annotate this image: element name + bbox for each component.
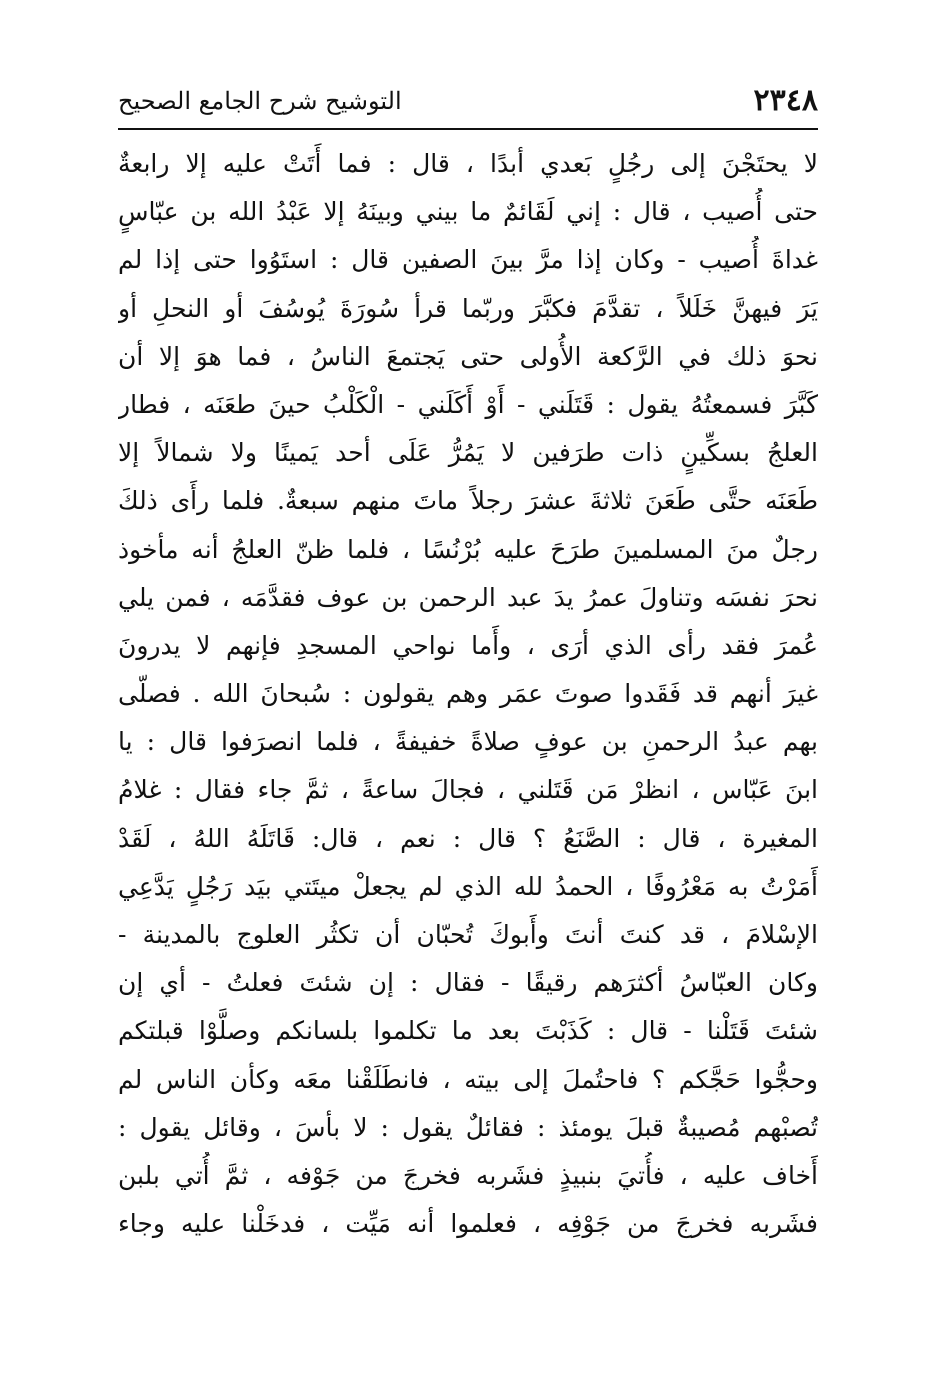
text-line: العلجُ بسكِّينٍ ذات طرَفين لا يَمُرُّ عَلَى أحد يَمينًا ولا شمالاً إلا: [118, 438, 818, 468]
text-line: وحجُّوا حَجَّكم ؟ فاحتُملَ إلى بيته ، فانطَلَقْنا معَه وكأن الناس لم: [118, 1064, 818, 1094]
text-line: غداةَ أُصيب - وكان إذا مرَّ بينَ الصفين قال : استَوُوا حتى إذا لم: [118, 245, 818, 275]
header-divider: [118, 128, 818, 130]
text-line: بهم عبدُ الرحمنِ بن عوفٍ صلاةً خفيفةً ، فلما انصرَفوا قال : يا: [118, 727, 818, 757]
text-line: أَمَرْتُ به مَعْرُوفًا ، الحمدُ لله الذي لم يجعلْ ميتَتي بيَد رَجُلٍ يَدَّعِي: [118, 871, 818, 901]
text-line: شئتَ قَتَلْنا - قال : كَذَبْتَ بعد ما تكلموا بلسانكم وصلَّوْا قبلتكم: [118, 1016, 818, 1046]
page-number: ٢٣٤٨: [753, 83, 818, 118]
text-line: كَبَّرَ فسمعتُهُ يقول : قَتَلَني - أَوْ أَكَلَني - الْكَلْبُ حينَ طعَنَه ، فطار: [118, 389, 818, 419]
running-title: التوشيح شرح الجامع الصحيح: [118, 87, 402, 115]
text-line: حتى أُصيب ، قال : إني لَقَائمٌ ما بيني وبينَهُ إلا عَبْدُ الله بن عبّاسٍ: [118, 197, 818, 227]
body-text: [118, 140, 818, 1248]
text-line: يَرَ فيهنَّ خَلَلاً ، تقدَّمَ فكبَّرَ وربّما قرأ سُورَةَ يُوسُفَ أو النحلِ أو: [118, 293, 818, 323]
text-line: وكان العبّاسُ أكثرَهم رقيقًا - فقال : إن شئتَ فعلتُ - أي إن: [118, 968, 818, 998]
text-line: لا يحتَجْنَ إلى رجُلٍ بَعدي أبدًا ، قال : فما أَتَتْ عليه إلا رابعةٌ: [118, 149, 818, 178]
text-line: غيرَ أنهم قد فَقَدوا صوتَ عمَر وهم يقولون : سُبحانَ الله . فصلّى: [118, 679, 818, 709]
text-line: المغيرة ، قال : الصَّنَعُ ؟ قال : نعم ، قال: قَاتَلَهُ اللهُ ، لَقَدْ: [118, 823, 818, 853]
text-line: الإسْلامَ ، قد كنتَ أنتَ وأَبوكَ تُحبّان أن تكثُر العلوج بالمدينة -: [118, 920, 818, 949]
text-line: أَخاف عليه ، فأُتيَ بنبيذٍ فشَربه فخرجَ من جَوْفه ، ثمَّ أُتي بلبن: [118, 1160, 818, 1190]
text-line: نحوَ ذلك في الرَّكعة الأُولى حتى يَجتمعَ الناسُ ، فما هوَ إلا أن: [118, 341, 818, 371]
text-line: فشَربه فخرجَ من جَوْفِه ، فعلموا أنه مَيِّت ، فدخَلْنا عليه وجاء: [118, 1209, 818, 1239]
text-line: ابنَ عَبّاس ، انظرْ مَن قَتَلني ، فجالَ ساعةً ، ثمَّ جاء فقال : غلامُ: [118, 775, 818, 805]
text-line: عُمرَ فقد رأى الذي أرَى ، وأَما نواحي المسجدِ فإنهم لا يدرونَ: [118, 630, 818, 660]
text-line: طَعَنَه حتَّى طَعَنَ ثلاثةَ عشرَ رجلاً ماتَ منهم سبعةٌ. فلما رأَى ذلكَ: [118, 486, 818, 516]
text-line: نحرَ نفسَه وتناولَ عمرُ يدَ عبد الرحمن بن عوف فقدَّمَه ، فمن يلي: [118, 582, 818, 612]
page-header: [118, 80, 818, 126]
text-line: رجلٌ منَ المسلمينَ طرَحَ عليه بُرْنُسًا ، فلما ظنّ العلجُ أنه مأخوذ: [118, 534, 818, 564]
text-line: تُصبْهم مُصيبةٌ قبلَ يومئذ : فقائلٌ يقول : لا بأسَ ، وقائل يقول :: [118, 1112, 818, 1142]
